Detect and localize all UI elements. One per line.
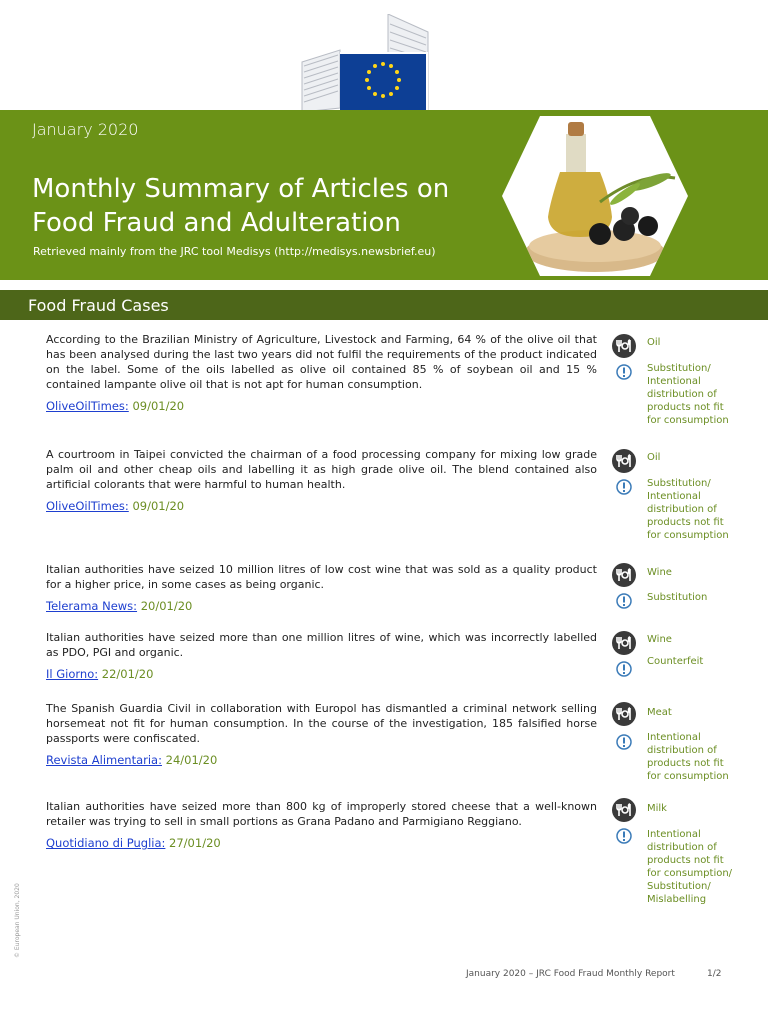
- source-link[interactable]: Quotidiano di Puglia:: [46, 836, 166, 850]
- food-icon: [612, 631, 636, 655]
- food-icon: [612, 334, 636, 358]
- article: [46, 562, 597, 613]
- article-date: 09/01/20: [132, 399, 185, 413]
- olive-oil-image: [500, 112, 690, 280]
- fraud-type: Intentional distribution of products not fit for consumption/ Substitution/ Mislabelling: [647, 829, 733, 905]
- article-source: [46, 499, 597, 513]
- food-icon: [612, 798, 636, 822]
- fraud-type: Substitution/ Intentional distribution of products not fit for consumption: [647, 478, 729, 541]
- article-source: [46, 599, 597, 613]
- article-date: 09/01/20: [132, 499, 185, 513]
- fraud-type: Intentional distribution of products not fit for consumption: [647, 732, 729, 782]
- page-number: 1/2: [707, 969, 722, 979]
- source-link[interactable]: OliveOilTimes:: [46, 499, 129, 513]
- food-icon: [612, 449, 636, 473]
- article: [46, 701, 597, 767]
- article-date: 22/01/20: [101, 667, 154, 681]
- article: [46, 447, 597, 513]
- page-subtitle: Retrieved mainly from the JRC tool Medisys (http://medisys.newsbrief.eu): [33, 245, 436, 258]
- article-text: Italian authorities have seized more than 800 kg of improperly stored cheese that a well-known retailer was trying to sell in small portions as Grana Padano and Parmigiano Reggiano.: [46, 800, 597, 828]
- article-source: [46, 836, 597, 850]
- footer-text: January 2020 – JRC Food Fraud Monthly Report: [466, 969, 675, 979]
- source-link[interactable]: Revista Alimentaria:: [46, 753, 162, 767]
- article-text: A courtroom in Taipei convicted the chairman of a food processing company for mixing low grade palm oil and other cheap oils and labelling it as high grade olive oil. The blend contained also artificial colorants that were harmful to human health.: [46, 448, 597, 491]
- article: [46, 630, 597, 681]
- food-icon: [612, 702, 636, 726]
- article-source: [46, 667, 597, 681]
- alert-icon: [612, 360, 636, 384]
- product-category: Milk: [647, 803, 667, 814]
- article-text: According to the Brazilian Ministry of Agriculture, Livestock and Farming, 64 % of the olive oil that has been analysed during the last two years did not fulfil the requirements of the product indicated on the label. Some of the oils labelled as olive oil contained 85 % of soybean oil and 15 % contained lampante olive oil that is not apt for human consumption.: [46, 333, 597, 391]
- alert-icon: [612, 824, 636, 848]
- food-icon: [612, 563, 636, 587]
- fraud-type: Counterfeit: [647, 656, 704, 667]
- product-category: Oil: [647, 452, 661, 463]
- alert-icon: [612, 475, 636, 499]
- page-title: Monthly Summary of Articles on Food Fraud and Adulteration: [32, 174, 450, 238]
- alert-icon: [612, 730, 636, 754]
- article: [46, 799, 597, 850]
- fraud-type: Substitution: [647, 592, 708, 603]
- source-link[interactable]: Telerama News:: [46, 599, 138, 613]
- article-date: 24/01/20: [165, 753, 218, 767]
- fraud-type: Substitution/ Intentional distribution of products not fit for consumption: [647, 363, 729, 426]
- article-text: Italian authorities have seized 10 million litres of low cost wine that was sold as a quality product for a higher price, in some cases as being organic.: [46, 563, 597, 591]
- product-category: Oil: [647, 337, 661, 348]
- article-source: [46, 399, 597, 413]
- product-category: Wine: [647, 567, 672, 578]
- article: [46, 332, 597, 413]
- product-category: Wine: [647, 634, 672, 645]
- copyright-note: © European Union, 2020: [14, 883, 21, 958]
- article-text: The Spanish Guardia Civil in collaboration with Europol has dismantled a criminal network selling horsemeat not fit for human consumption. In the course of the investigation, 185 falsified horse passports were confiscated.: [46, 702, 597, 745]
- article-text: Italian authorities have seized more than one million litres of wine, which was incorrectly labelled as PDO, PGI and organic.: [46, 631, 597, 659]
- article-date: 27/01/20: [169, 836, 221, 850]
- section-title: Food Fraud Cases: [28, 296, 169, 315]
- source-link[interactable]: OliveOilTimes:: [46, 399, 129, 413]
- article-source: [46, 753, 597, 767]
- source-link[interactable]: Il Giorno:: [46, 667, 99, 681]
- product-category: Meat: [647, 707, 672, 718]
- alert-icon: [612, 657, 636, 681]
- report-date: January 2020: [32, 120, 139, 139]
- article-date: 20/01/20: [140, 599, 193, 613]
- alert-icon: [612, 589, 636, 613]
